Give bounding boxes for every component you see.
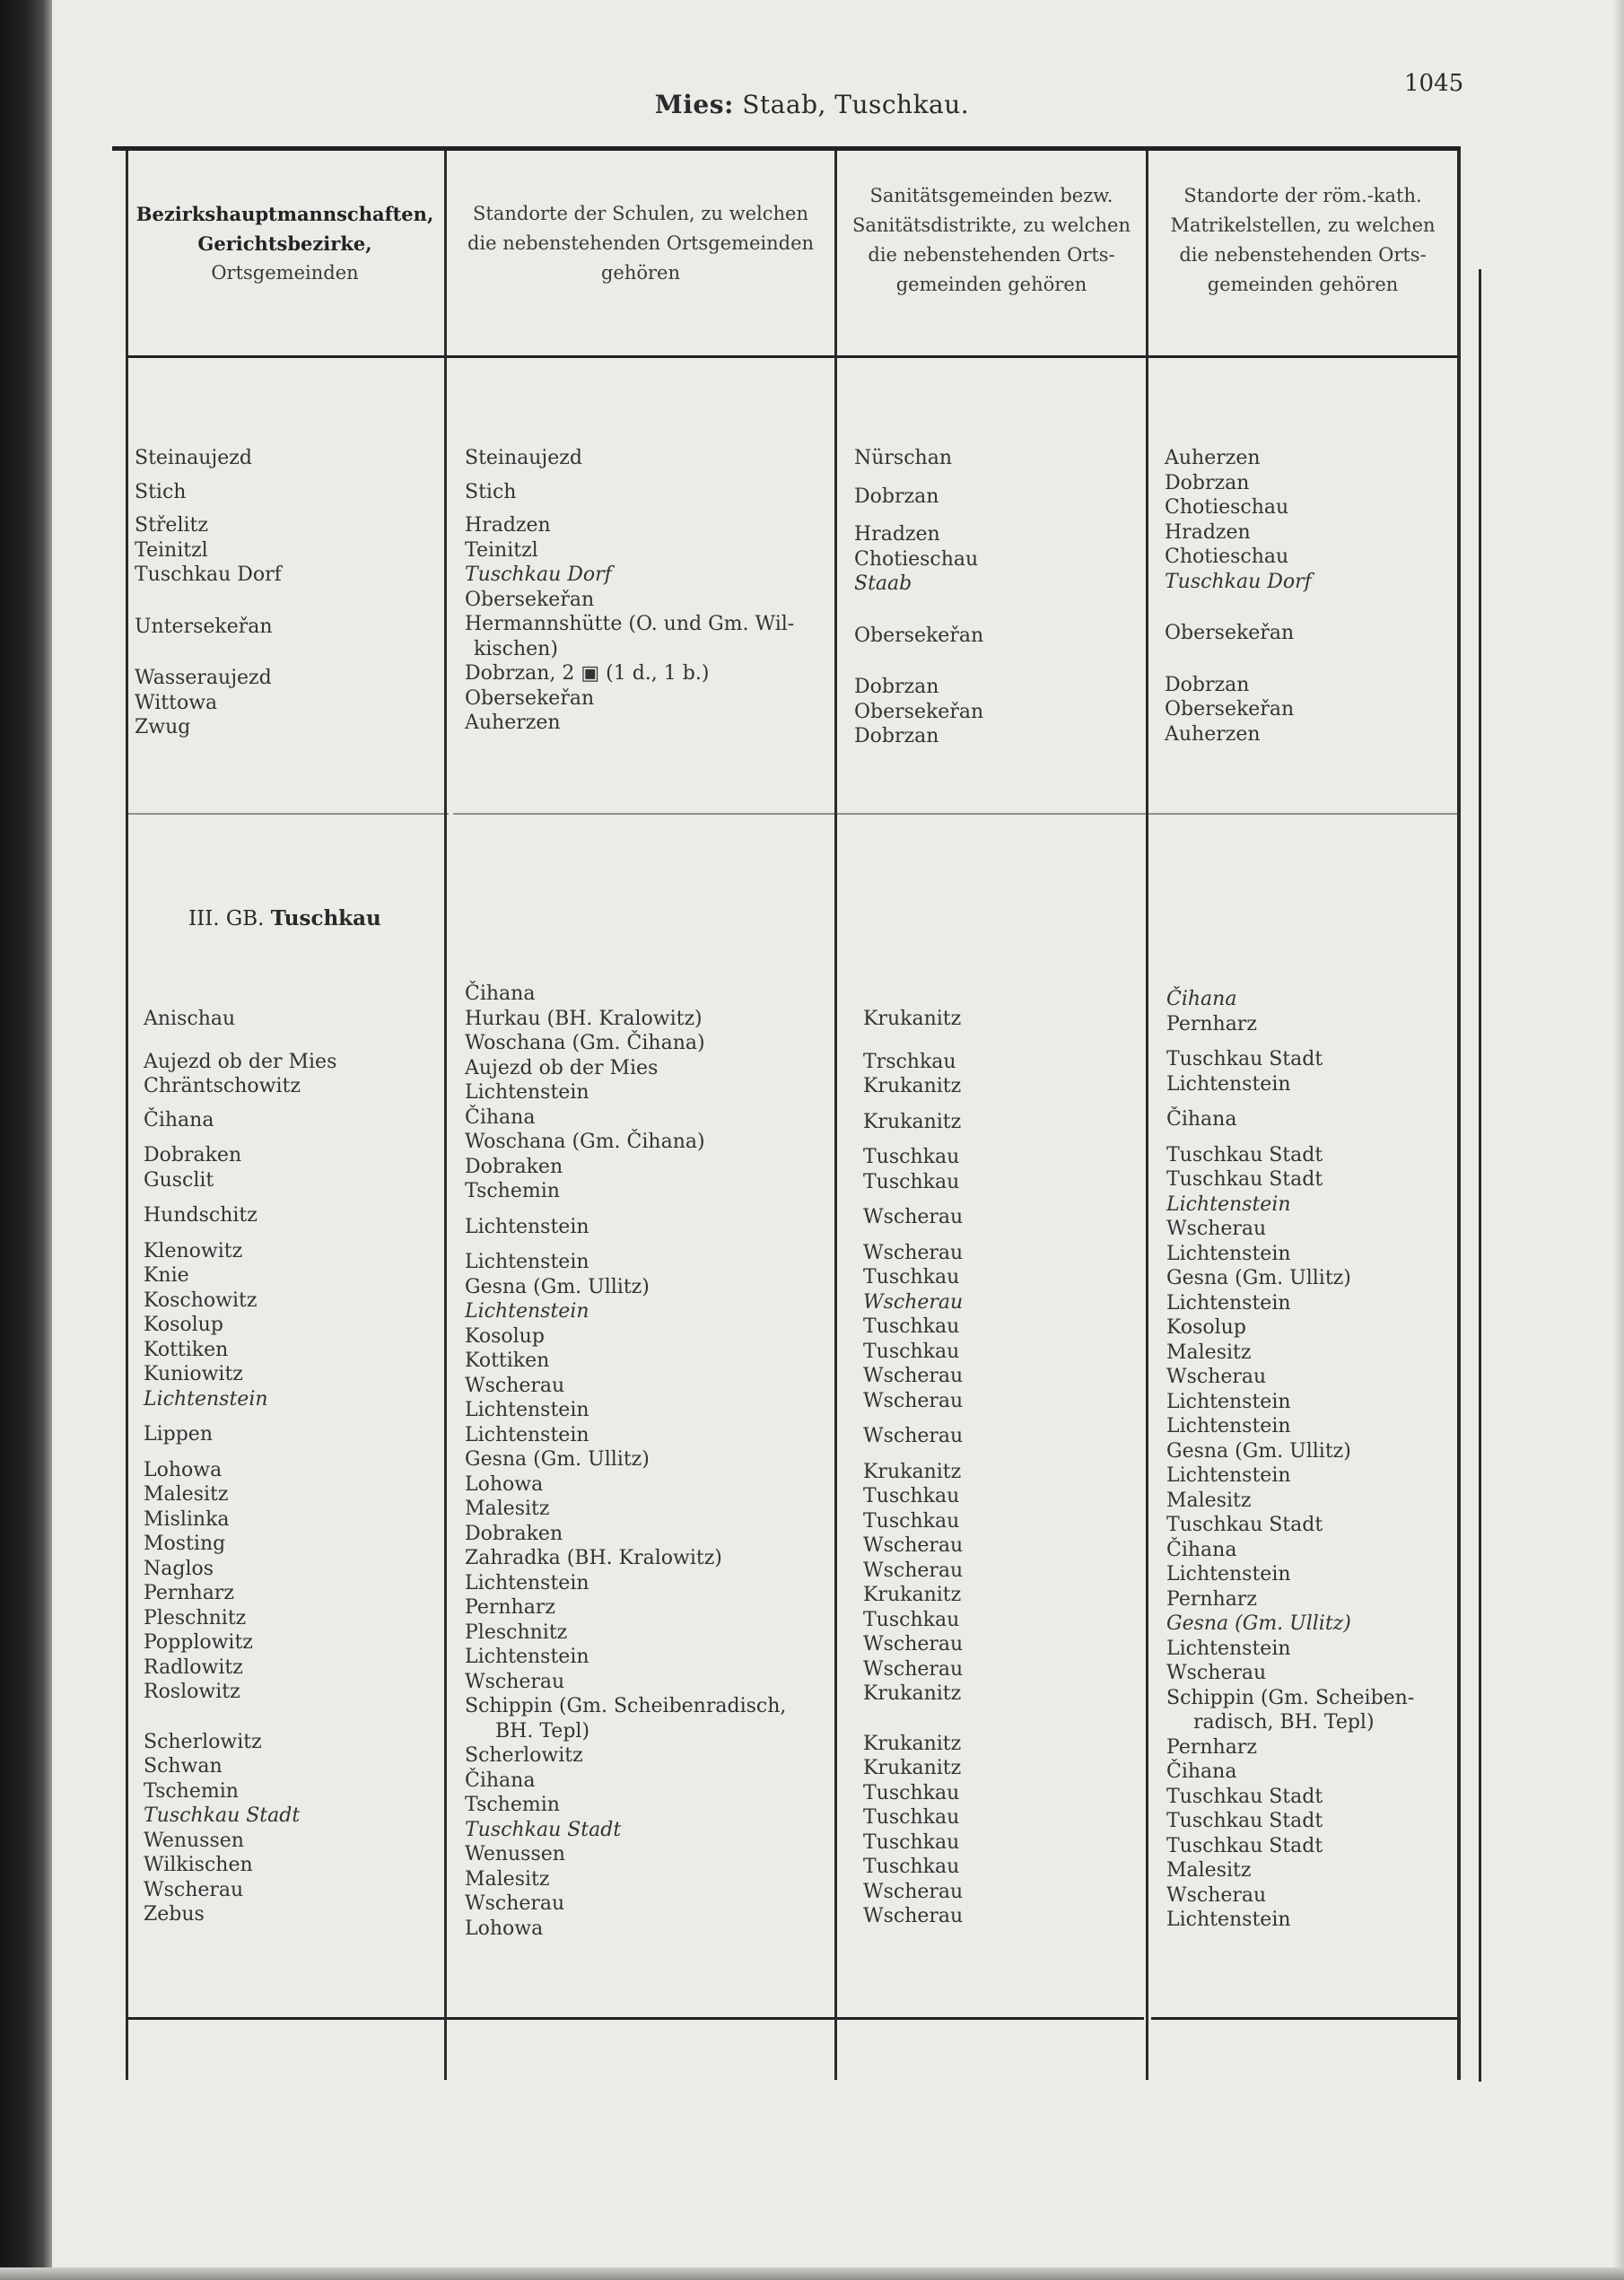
list-item: Aujezd ob der Mies xyxy=(465,1056,659,1079)
list-item: Hradzen xyxy=(854,523,940,546)
list-item: Naglos xyxy=(144,1557,214,1580)
table-right-border-outer xyxy=(1479,269,1481,2082)
list-item: Tschemin xyxy=(465,1794,560,1816)
list-item: Wenussen xyxy=(144,1829,244,1852)
list-item: Tuschkau Stadt xyxy=(1166,1168,1323,1191)
list-item: Lichtenstein xyxy=(1166,1637,1291,1660)
bottom-rule-col3 xyxy=(839,2017,1144,2020)
header-line: Gerichtsbezirke, xyxy=(197,232,372,255)
list-item: Pernharz xyxy=(1166,1012,1257,1035)
list-item: Obersekeřan xyxy=(1165,622,1295,644)
list-item: Stich xyxy=(135,480,187,503)
list-item: Wscherau xyxy=(863,1534,964,1557)
list-item: Wscherau xyxy=(144,1878,244,1901)
bottom-rule-col2 xyxy=(453,2017,839,2020)
list-item: Gesna (Gm. Ullitz) xyxy=(1166,1439,1351,1463)
page-number: 1045 xyxy=(1404,70,1464,97)
section2-ortsgemeinden xyxy=(144,1007,336,1927)
list-item: Hundschitz xyxy=(144,1204,258,1227)
header-line: Sanitätsdistrikte, zu welchen xyxy=(851,214,1131,236)
list-item: Tuschkau xyxy=(863,1170,960,1193)
list-item: Klenowitz xyxy=(144,1239,243,1262)
list-item: Krukanitz xyxy=(863,1732,962,1755)
list-item: Lichtenstein xyxy=(465,1081,589,1104)
list-item: Tuschkau xyxy=(863,1830,960,1854)
list-item: Kottiken xyxy=(144,1338,229,1361)
table-top-rule xyxy=(112,146,1461,151)
header-line: Standorte der Schulen, zu welchen xyxy=(473,203,808,224)
list-item: Tuschkau Dorf xyxy=(135,563,282,586)
list-item: Wscherau xyxy=(863,1880,964,1903)
list-item: Wscherau xyxy=(1166,1218,1267,1240)
list-item: Tuschkau Stadt xyxy=(1166,1514,1323,1536)
list-item: Lichtenstein xyxy=(465,1423,589,1446)
header-bottom-rule xyxy=(126,355,1461,358)
list-item: Dobrzan xyxy=(854,725,939,747)
list-item: Wscherau xyxy=(863,1241,964,1264)
list-item: Steinaujezd xyxy=(465,447,582,469)
section2-schulen xyxy=(465,982,786,1941)
column-divider-3 xyxy=(1146,151,1148,2080)
list-item: Krukanitz xyxy=(863,1460,962,1483)
list-item: Střelitz xyxy=(135,514,208,537)
list-item: Gesna (Gm. Ullitz) xyxy=(1166,1267,1351,1289)
header-line: Bezirkshauptmannschaften, xyxy=(135,203,434,225)
list-item: Tuschkau xyxy=(863,1781,960,1804)
list-item: Lichtenstein xyxy=(465,1251,589,1273)
list-item: Wscherau xyxy=(863,1389,964,1412)
list-item: Wscherau xyxy=(863,1365,964,1387)
list-item: Krukanitz xyxy=(863,1757,962,1779)
list-item: Obersekeřan xyxy=(1165,698,1295,721)
page-right-edge xyxy=(1613,0,1624,2280)
list-item: Anischau xyxy=(144,1008,236,1030)
list-item: Tuschkau xyxy=(863,1340,960,1363)
list-item: Tuschkau xyxy=(863,1146,960,1168)
list-item: Wscherau xyxy=(863,1633,964,1655)
list-item: Malesitz xyxy=(465,1498,550,1520)
column-divider-1 xyxy=(444,151,447,2080)
list-item: Gesna (Gm. Ullitz) xyxy=(465,1275,650,1298)
table-left-border xyxy=(126,151,128,2080)
list-item: Kosolup xyxy=(1166,1316,1246,1339)
list-item: Kosolup xyxy=(144,1314,223,1336)
list-item: Tuschkau xyxy=(863,1856,960,1878)
list-item: Hurkau (BH. Kralowitz) xyxy=(465,1007,703,1030)
list-item: Hradzen xyxy=(1165,520,1251,544)
list-item: Lichtenstein xyxy=(1166,1390,1291,1413)
list-item: Knie xyxy=(144,1264,189,1287)
list-item: Chräntschowitz xyxy=(144,1075,301,1097)
header-sanitaet xyxy=(837,181,1146,300)
list-item: Kottiken xyxy=(465,1350,550,1372)
section-title-name: Tuschkau xyxy=(270,906,381,930)
list-item: Mislinka xyxy=(144,1507,230,1531)
list-item: Schippin (Gm. Scheibenradisch, xyxy=(465,1695,787,1717)
section1-schulen xyxy=(465,446,794,736)
bottom-rule-col1 xyxy=(126,2017,458,2020)
header-line: Matrikelstellen, zu welchen xyxy=(1170,214,1436,236)
table-right-border xyxy=(1457,151,1461,2080)
list-item: Trschkau xyxy=(863,1050,956,1073)
list-item: Dobraken xyxy=(465,1522,563,1545)
list-item: Dobrzan xyxy=(854,485,939,508)
header-schulen xyxy=(447,199,834,288)
section1-sanitaet xyxy=(854,446,983,749)
page-bottom-edge xyxy=(0,2267,1624,2280)
header-line: gemeinden gehören xyxy=(895,274,1087,295)
list-item: Wscherau xyxy=(1166,1883,1267,1907)
list-item: Tuschkau Stadt xyxy=(465,1818,622,1841)
list-item: Radlowitz xyxy=(144,1655,243,1679)
list-item: Tuschkau xyxy=(863,1315,960,1338)
list-item: Koschowitz xyxy=(144,1289,258,1312)
header-ortsgemeinden xyxy=(130,199,440,288)
list-item: Tuschkau xyxy=(863,1509,960,1533)
section1-matrikel xyxy=(1165,446,1312,747)
list-item: Wscherau xyxy=(465,1892,565,1915)
list-item: Pleschnitz xyxy=(465,1620,568,1644)
list-item: Lippen xyxy=(144,1423,213,1446)
list-item: Čihana xyxy=(465,983,536,1005)
list-item: Lichtenstein xyxy=(465,1300,589,1323)
list-item: Lichtenstein xyxy=(144,1387,268,1411)
list-item: Lohowa xyxy=(144,1458,223,1481)
list-item: Nürschan xyxy=(854,447,953,469)
list-item: Lichtenstein xyxy=(1166,1072,1291,1096)
list-item: BH. Tepl) xyxy=(495,1719,590,1743)
bottom-rule-col4 xyxy=(1151,2017,1461,2020)
list-item: Malesitz xyxy=(1166,1341,1252,1364)
list-item: Lohowa xyxy=(465,1472,544,1496)
list-item: Tuschkau xyxy=(863,1806,960,1829)
list-item: Čihana xyxy=(1166,1760,1237,1783)
list-item: Woschana (Gm. Čihana) xyxy=(465,1032,705,1054)
list-item: Steinaujezd xyxy=(135,447,252,469)
list-item: Scherlowitz xyxy=(144,1730,262,1753)
list-item: Chotieschau xyxy=(854,547,979,571)
list-item: Lichtenstein xyxy=(465,1215,589,1238)
list-item: Tuschkau xyxy=(863,1485,960,1507)
list-item: Čihana xyxy=(465,1769,536,1792)
list-item: Wscherau xyxy=(465,1374,565,1397)
list-item: Wittowa xyxy=(135,691,218,714)
list-item: Dobraken xyxy=(465,1155,563,1178)
list-item: Untersekeřan xyxy=(135,615,273,638)
list-item: Popplowitz xyxy=(144,1631,253,1654)
list-item: Čihana xyxy=(465,1105,536,1129)
list-item: Zahradka (BH. Kralowitz) xyxy=(465,1547,722,1569)
list-item: Malesitz xyxy=(1166,1489,1252,1512)
list-item: Obersekeřan xyxy=(465,686,595,710)
list-item: Krukanitz xyxy=(863,1110,962,1133)
list-item: Hermannshütte (O. und Gm. Wil- xyxy=(465,613,795,635)
list-item: Gusclit xyxy=(144,1168,214,1192)
section-divider-left xyxy=(126,813,449,815)
list-item: Schwan xyxy=(144,1755,223,1778)
list-item: kischen) xyxy=(474,637,558,660)
list-item: Pernharz xyxy=(465,1596,555,1619)
list-item: Tuschkau Dorf xyxy=(1165,570,1312,593)
list-item: Zwug xyxy=(135,716,191,738)
header-line: Sanitätsgemeinden bezw. xyxy=(869,185,1113,206)
list-item: Wscherau xyxy=(863,1206,964,1228)
list-item: Obersekeřan xyxy=(465,588,595,611)
header-line: die nebenstehenden Orts- xyxy=(868,244,1115,266)
list-item: Tuschkau Stadt xyxy=(1166,1810,1323,1832)
list-item: Pernharz xyxy=(144,1582,234,1604)
list-item: Lichtenstein xyxy=(1166,1291,1291,1315)
list-item: Wscherau xyxy=(465,1670,565,1693)
list-item: Dobrzan xyxy=(854,676,939,698)
list-item: Auherzen xyxy=(1165,722,1261,746)
header-line: gehören xyxy=(600,262,681,284)
header-line: die nebenstehenden Orts- xyxy=(1179,244,1427,266)
list-item: Tschemin xyxy=(144,1779,239,1803)
list-item: Wilkischen xyxy=(144,1854,253,1876)
page-title-districts: Staab, Tuschkau. xyxy=(733,90,970,119)
list-item: Krukanitz xyxy=(863,1008,962,1030)
list-item: Pleschnitz xyxy=(144,1606,247,1629)
list-item: Malesitz xyxy=(465,1867,550,1891)
list-item: Tuschkau Stadt xyxy=(1166,1143,1323,1166)
list-item: Auherzen xyxy=(465,712,561,734)
list-item: Wscherau xyxy=(863,1425,964,1447)
list-item: Kuniowitz xyxy=(144,1363,243,1385)
list-item: Wscherau xyxy=(863,1905,964,1927)
header-line: Standorte der röm.-kath. xyxy=(1183,185,1422,206)
list-item: Čihana xyxy=(144,1108,214,1131)
list-item: Dobrzan xyxy=(1165,471,1250,494)
list-item: Woschana (Gm. Čihana) xyxy=(465,1131,705,1153)
list-item: Lichtenstein xyxy=(1166,1415,1291,1437)
column-divider-2 xyxy=(834,151,837,2080)
list-item: Krukanitz xyxy=(863,1075,962,1097)
list-item: Čihana xyxy=(1166,988,1237,1010)
section2-matrikel xyxy=(1166,987,1414,1933)
list-item: Tuschkau Stadt xyxy=(1166,1048,1323,1070)
section-divider-right xyxy=(453,813,1458,815)
list-item: Teinitzl xyxy=(135,538,208,562)
list-item: Staab xyxy=(854,572,912,595)
list-item: Lichtenstein xyxy=(1166,1563,1291,1586)
list-item: Čihana xyxy=(1166,1108,1237,1131)
section2-sanitaet xyxy=(863,1007,963,1929)
list-item: Gesna (Gm. Ullitz) xyxy=(1166,1612,1351,1635)
section-title-prefix: III. GB. xyxy=(188,907,265,930)
header-matrikel xyxy=(1148,181,1457,300)
list-item: Aujezd ob der Mies xyxy=(144,1050,337,1073)
list-item: Malesitz xyxy=(144,1483,229,1506)
list-item: Tuschkau Stadt xyxy=(144,1804,301,1827)
list-item: Wscherau xyxy=(863,1559,964,1582)
list-item: Gesna (Gm. Ullitz) xyxy=(465,1448,650,1471)
list-item: Krukanitz xyxy=(863,1584,962,1606)
list-item: Zebus xyxy=(144,1903,205,1926)
list-item: Lohowa xyxy=(465,1917,544,1940)
list-item: Tschemin xyxy=(465,1180,560,1202)
list-item: Lichtenstein xyxy=(465,1399,589,1421)
section1-ortsgemeinden xyxy=(135,446,282,740)
list-item: Pernharz xyxy=(1166,1735,1257,1759)
list-item: Malesitz xyxy=(1166,1859,1252,1882)
list-item: Stich xyxy=(465,480,517,503)
list-item: Roslowitz xyxy=(144,1681,240,1703)
list-item: Tuschkau Dorf xyxy=(465,563,612,586)
page-title xyxy=(0,90,1624,119)
list-item: Wscherau xyxy=(863,1290,964,1314)
list-item: Wscherau xyxy=(1166,1366,1267,1388)
list-item: Tuschkau xyxy=(863,1266,960,1289)
list-item: Dobrzan xyxy=(1165,673,1250,696)
list-item: radisch, BH. Tepl) xyxy=(1193,1711,1375,1734)
list-item: Chotieschau xyxy=(1165,546,1289,568)
list-item: Wscherau xyxy=(863,1657,964,1681)
list-item: Lichtenstein xyxy=(1166,1192,1291,1216)
list-item: Kosolup xyxy=(465,1324,545,1348)
list-item: Obersekeřan xyxy=(854,624,984,647)
list-item: Wasseraujezd xyxy=(135,667,272,689)
list-item: Teinitzl xyxy=(465,538,538,562)
section-title-tuschkau xyxy=(188,906,381,930)
list-item: Tuschkau Stadt xyxy=(1166,1834,1323,1857)
header-line: die nebenstehenden Ortsgemeinden xyxy=(467,232,815,254)
list-item: Auherzen xyxy=(1165,447,1261,469)
list-item: Lichtenstein xyxy=(1166,1909,1291,1931)
list-item: Tuschkau xyxy=(863,1608,960,1631)
list-item: Wscherau xyxy=(1166,1662,1267,1684)
list-item: Obersekeřan xyxy=(854,700,984,723)
list-item: Dobrzan, 2 ▣ (1 d., 1 b.) xyxy=(465,662,710,685)
list-item: Dobraken xyxy=(144,1144,242,1166)
list-item: Scherlowitz xyxy=(465,1744,583,1767)
list-item: Lichtenstein xyxy=(465,1571,589,1594)
header-line: Ortsgemeinden xyxy=(211,262,359,284)
list-item: Mosting xyxy=(144,1533,226,1555)
list-item: Lichtenstein xyxy=(465,1646,589,1668)
list-item: Krukanitz xyxy=(863,1682,962,1705)
book-spine-shadow xyxy=(0,0,52,2280)
list-item: Čihana xyxy=(1166,1538,1237,1561)
list-item: Pernharz xyxy=(1166,1587,1257,1611)
page-title-region: Mies: xyxy=(654,90,734,119)
list-item: Hradzen xyxy=(465,514,551,537)
list-item: Schippin (Gm. Scheiben- xyxy=(1166,1686,1415,1709)
list-item: Tuschkau Stadt xyxy=(1166,1785,1323,1808)
list-item: Lichtenstein xyxy=(1166,1464,1291,1487)
list-item: Lichtenstein xyxy=(1166,1242,1291,1265)
list-item: Chotieschau xyxy=(1165,496,1289,519)
list-item: Wenussen xyxy=(465,1843,565,1865)
header-line: gemeinden gehören xyxy=(1207,274,1399,295)
